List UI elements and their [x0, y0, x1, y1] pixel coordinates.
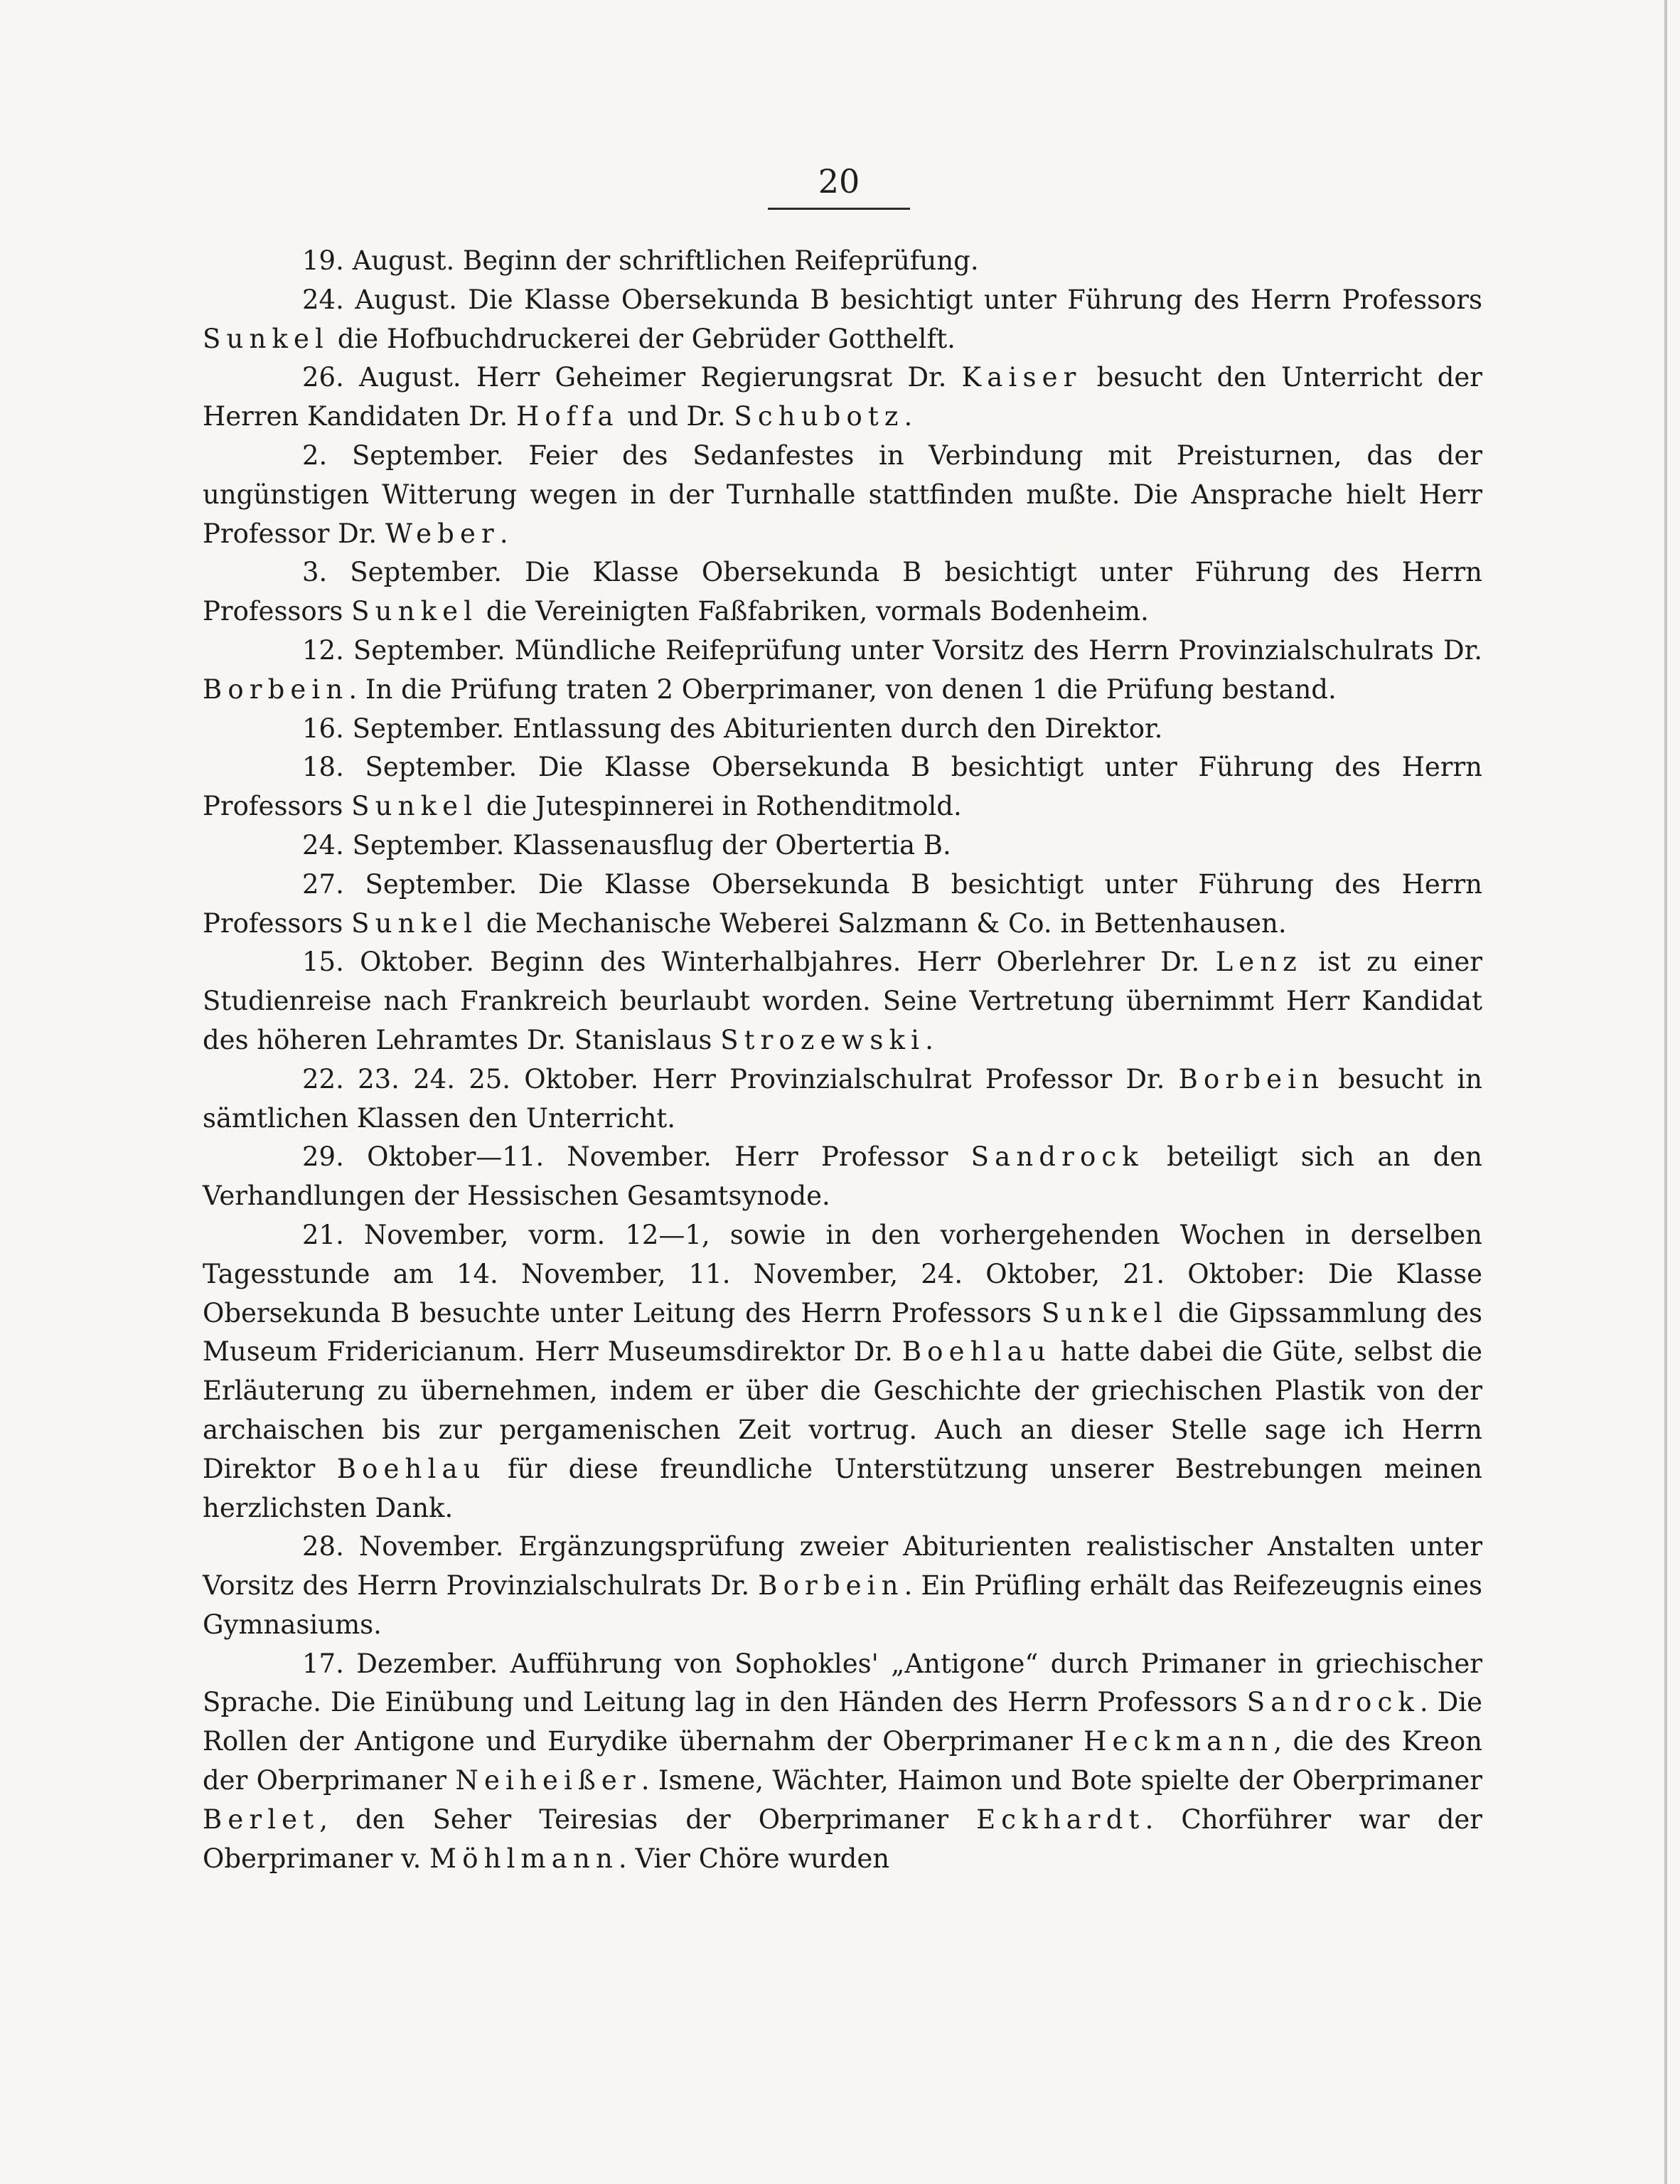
entry-text: . Ismene, Wächter, Haimon und Bote spielte der Oberprimaner	[641, 1765, 1482, 1796]
entry-text: 24. September. Klassenausflug der Obertertia B.	[302, 829, 951, 861]
page-number: 20	[818, 162, 860, 201]
entry-text: besucht den Unterricht der Herren Kandidaten Dr.	[203, 362, 1482, 432]
chronicle-entry-sep18	[203, 748, 1482, 826]
entry-text: .	[925, 1024, 933, 1055]
spaced-name: Kaiser	[961, 362, 1082, 393]
entry-text: . Die Rollen der Antigone und Eurydike übernahm der Oberprimaner	[203, 1687, 1482, 1757]
spaced-name: Sunkel	[351, 907, 478, 939]
entry-text: . Ein Prüfling erhält das Reifezeugnis eines Gymnasiums.	[203, 1570, 1482, 1640]
entry-text: . Vier Chöre wurden	[618, 1843, 890, 1874]
spaced-name: Heckmann	[1084, 1726, 1274, 1757]
spaced-name: Möhlmann	[429, 1843, 619, 1874]
spaced-name: Strozewski	[720, 1024, 926, 1055]
page-number-rule	[768, 208, 910, 210]
entry-text: , den Seher Teiresias der Oberprimaner	[319, 1804, 977, 1835]
spaced-name: Borbein	[203, 673, 349, 705]
spaced-name: Hoffa	[515, 401, 619, 432]
entry-text: besucht in sämtlichen Klassen den Unterricht.	[203, 1063, 1482, 1134]
entry-text: die Jutespinnerei in Rothenditmold.	[478, 791, 962, 822]
entry-text: 2. September. Feier des Sedanfestes in Verbindung mit Preisturnen, das der ungünstigen Witterung wegen in der Turnhalle stattfinden mußte. Die Ansprache hielt Herr Professor Dr.	[203, 440, 1482, 549]
entry-text: 24. August. Die Klasse Obersekunda B besichtigt unter Führung des Herrn Professors	[302, 284, 1482, 315]
chronicle-entry-sep12	[203, 632, 1482, 710]
chronicle-entry-dec17	[203, 1645, 1482, 1879]
entry-text: 22. 23. 24. 25. Oktober. Herr Provinzialschulrat Professor Dr.	[302, 1063, 1179, 1094]
spaced-name: Sandrock	[1246, 1687, 1420, 1718]
entry-text: 12. September. Mündliche Reifeprüfung unter Vorsitz des Herrn Provinzialschulrats Dr.	[302, 634, 1482, 666]
spaced-name: Neiheißer	[455, 1765, 641, 1796]
chronicle-entry-sep2	[203, 437, 1482, 553]
spaced-name: Sunkel	[351, 596, 478, 627]
spaced-name: Weber	[385, 518, 500, 549]
entry-text: 26. August. Herr Geheimer Regierungsrat Dr.	[302, 362, 962, 393]
spaced-name: Boehlau	[901, 1336, 1052, 1368]
spaced-name: Sunkel	[351, 791, 478, 822]
chronicle-entry-aug19	[203, 242, 1482, 281]
spaced-name: Boehlau	[336, 1453, 486, 1484]
entry-text: , die des Kreon der Oberprimaner	[203, 1726, 1482, 1796]
entry-text: beteiligt sich an den Verhandlungen der Hessischen Gesamtsynode.	[203, 1141, 1482, 1212]
entry-text: 29. Oktober—11. November. Herr Professor	[302, 1141, 971, 1173]
entry-text: .	[904, 401, 913, 432]
spaced-name: Sunkel	[203, 323, 329, 354]
chronicle-entry-oct22	[203, 1060, 1482, 1139]
entry-text: 19. August. Beginn der schriftlichen Reifeprüfung.	[302, 245, 979, 276]
entry-text: .	[499, 518, 508, 549]
entry-text: 28. November. Ergänzungsprüfung zweier Abiturienten realistischer Anstalten unter Vorsitz des Herrn Provinzialschulrats Dr.	[203, 1531, 1482, 1602]
chronicle-entry-oct15	[203, 943, 1482, 1060]
chronicle-entry-oct29	[203, 1138, 1482, 1216]
chronicle-entry-nov21	[203, 1216, 1482, 1528]
chronicle-entry-sep27	[203, 865, 1482, 944]
chronicle-entry-sep24	[203, 826, 1482, 865]
entry-text: die Mechanische Weberei Salzmann & Co. in Bettenhausen.	[478, 907, 1287, 939]
entry-text: 3. September. Die Klasse Obersekunda B besichtigt unter Führung des Herrn Professors	[203, 557, 1482, 627]
chronicle-entry-sep16	[203, 710, 1482, 749]
entry-text: . In die Prüfung traten 2 Oberprimaner, von denen 1 die Prüfung bestand.	[348, 673, 1337, 705]
entry-text: hatte dabei die Güte, selbst die Erläuterung zu übernehmen, indem er über die Geschichte der griechischen Plastik von der archaischen bis zur pergamenischen Zeit vortrug. Auch an dieser Stelle sage ich Herrn Direktor	[203, 1336, 1482, 1484]
entry-text: die Vereinigten Faßfabriken, vormals Bodenheim.	[478, 596, 1149, 627]
spaced-name: Sunkel	[1041, 1297, 1168, 1328]
spaced-name: Borbein	[758, 1570, 904, 1602]
spaced-name: Eckhardt	[976, 1804, 1145, 1835]
entry-text: 21. November, vorm. 12—1, sowie in den vorhergehenden Wochen in derselben Tagesstunde am 14. November, 11. November, 24. Oktober, 21. Oktober: Die Klasse Obersekunda B besuchte unter Leitung des Herrn Professors	[203, 1219, 1482, 1328]
entry-text: die Gipssammlung des Museum Fridericianum. Herr Museumsdirektor Dr.	[203, 1297, 1482, 1368]
chronicle-text	[203, 242, 1482, 1878]
spaced-name: Lenz	[1215, 947, 1302, 978]
spaced-name: Berlet	[203, 1804, 320, 1835]
spaced-name: Borbein	[1178, 1063, 1325, 1094]
chronicle-entry-nov28	[203, 1528, 1482, 1644]
page-edge-shadow	[1664, 0, 1667, 2184]
spaced-name: Schubotz	[734, 401, 904, 432]
entry-text: 16. September. Entlassung des Abiturienten durch den Direktor.	[302, 713, 1163, 744]
entry-text: 18. September. Die Klasse Obersekunda B besichtigt unter Führung des Herrn Professors	[203, 752, 1482, 822]
chronicle-entry-sep3	[203, 553, 1482, 632]
spaced-name: Sandrock	[970, 1141, 1144, 1173]
entry-text: 27. September. Die Klasse Obersekunda B besichtigt unter Führung des Herrn Professors	[203, 868, 1482, 939]
entry-text: 17. Dezember. Aufführung von Sophokles' „Antigone“ durch Primaner in griechischer Sprache. Die Einübung und Leitung lag in den Händen des Herrn Professors	[203, 1648, 1482, 1718]
chronicle-entry-aug26	[203, 358, 1482, 437]
entry-text: . Chorführer war der Oberprimaner v.	[203, 1804, 1482, 1874]
chronicle-entry-aug24	[203, 281, 1482, 359]
entry-text: für diese freundliche Unterstützung unserer Bestrebungen meinen herzlichsten Dank.	[203, 1453, 1482, 1523]
entry-text: ist zu einer Studienreise nach Frankreich beurlaubt worden. Seine Vertretung übernimmt Herr Kandidat des höheren Lehramtes Dr. Stanislaus	[203, 947, 1482, 1055]
entry-text: 15. Oktober. Beginn des Winterhalbjahres. Herr Oberlehrer Dr.	[302, 947, 1216, 978]
entry-text: die Hofbuchdruckerei der Gebrüder Gotthelft.	[329, 323, 956, 354]
entry-text: und Dr.	[619, 401, 734, 432]
